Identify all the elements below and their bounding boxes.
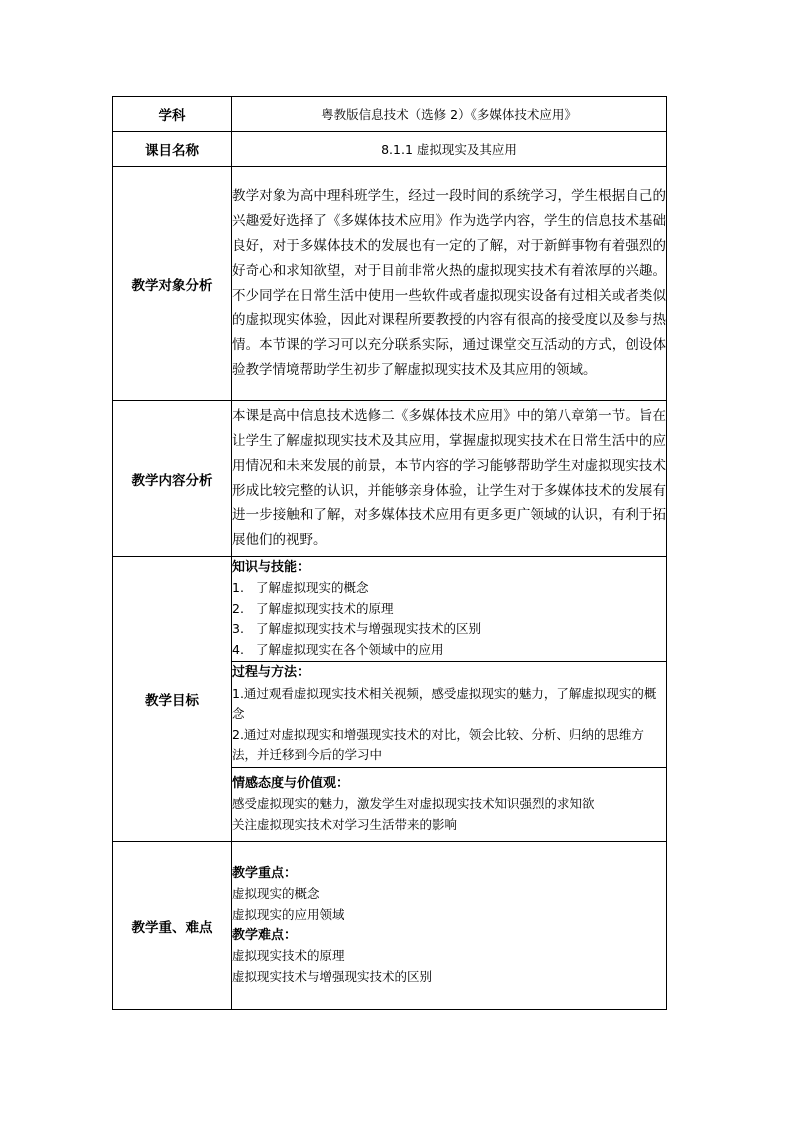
students-row — [113, 167, 667, 401]
knowledge-skills-title: 知识与技能： — [232, 559, 311, 575]
students-analysis-text: 教学对象为高中理科班学生，经过一段时间的系统学习，学生根据自己的兴趣爱好选择了《多媒体技术应用》作为选学内容，学生的信息技术基础良好，对于多媒体技术的发展也有一定的了解，对于新鲜事物有着强烈的好奇心和求知欲望，对于目前非常火热的虚拟现实技术有着浓厚的兴趣。不少同学在日常生活中使用一些软件或者虚拟现实设备有过相关或者类似的虚拟现实体验，因此对课程所要教授的内容有很高的接受度以及参与热情。本节课的学习可以充分联系实际，通过课堂交互活动的方式，创设体验教学情境帮助学生初步了解虚拟现实技术及其应用的领域。 — [232, 167, 667, 401]
knowledge-item: 2. 了解虚拟现实技术的原理 — [232, 600, 394, 616]
difficulty-item: 虚拟现实技术与增强现实技术的区别 — [232, 968, 433, 984]
knowledge-item: 3. 了解虚拟现实技术与增强现实技术的区别 — [232, 621, 482, 637]
lesson-plan-table — [112, 96, 667, 1010]
students-label: 教学对象分析 — [113, 167, 232, 401]
subject-value: 粤教版信息技术（选修 2）《多媒体技术应用》 — [232, 97, 667, 132]
attitude-line: 感受虚拟现实的魅力，激发学生对虚拟现实技术知识强烈的求知欲 — [232, 796, 595, 812]
knowledge-item: 1. 了解虚拟现实的概念 — [232, 580, 369, 596]
content-analysis-text: 本课是高中信息技术选修二《多媒体技术应用》中的第八章第一节。旨在让学生了解虚拟现实技术及其应用，掌握虚拟现实技术在日常生活中的应用情况和未来发展的前景，本节内容的学习能够帮助学生对虚拟现实技术形成比较完整的认识，并能够亲身体验，让学生对于多媒体技术的发展有进一步接触和了解，对多媒体技术应用有更多更广领域的认识，有利于拓展他们的视野。 — [232, 401, 667, 557]
knowledge-item: 4. 了解虚拟现实在各个领域中的应用 — [232, 641, 444, 657]
focus-item: 虚拟现实的应用领域 — [232, 906, 345, 922]
keypoints-row — [113, 842, 667, 1010]
subject-row — [113, 97, 667, 132]
attitude-values-block — [232, 768, 667, 842]
attitude-values-title: 情感态度与价值观： — [232, 775, 350, 791]
process-methods-title: 过程与方法： — [232, 665, 311, 681]
lesson-label: 课目名称 — [113, 132, 232, 167]
process-methods-block — [232, 662, 667, 768]
attitude-line: 关注虚拟现实技术对学习生活带来的影响 — [232, 816, 458, 832]
focus-title: 教学重点： — [232, 865, 298, 881]
difficulty-title: 教学难点： — [232, 927, 298, 943]
lesson-row — [113, 132, 667, 167]
knowledge-skills-block — [232, 557, 667, 662]
lesson-value: 8.1.1 虚拟现实及其应用 — [232, 132, 667, 167]
process-item: 1.通过观看虚拟现实技术相关视频，感受虚拟现实的魅力，了解虚拟现实的概念 — [232, 685, 657, 722]
content-row — [113, 401, 667, 557]
difficulty-item: 虚拟现实技术的原理 — [232, 948, 345, 964]
keypoints-block — [232, 842, 667, 1010]
goals-knowledge-row — [113, 557, 667, 662]
focus-item: 虚拟现实的概念 — [232, 886, 320, 902]
subject-label: 学科 — [113, 97, 232, 132]
keypoints-label: 教学重、难点 — [113, 842, 232, 1010]
content-label: 教学内容分析 — [113, 401, 232, 557]
process-item: 2.通过对虚拟现实和增强现实技术的对比，领会比较、分析、归纳的思维方法，并迁移到今后的学习中 — [232, 726, 644, 763]
goals-label: 教学目标 — [113, 557, 232, 842]
